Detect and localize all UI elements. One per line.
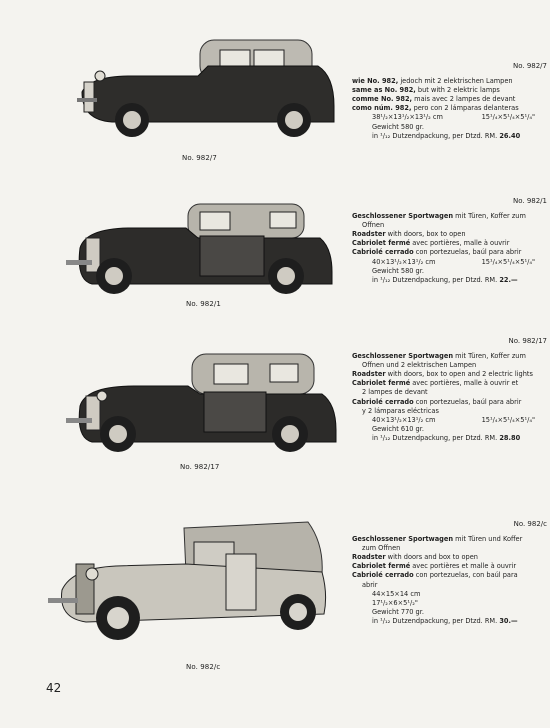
weight: Gewicht 610 gr.: [372, 424, 424, 433]
price: 30.—: [499, 616, 518, 625]
weight: Gewicht 770 gr.: [372, 607, 424, 616]
car-image-982-17: [64, 348, 340, 458]
description-982-17: No. 982/17 Geschlossener Sportwagen mit Türen, Koffer zum Offnen und 2 elektrischen Lampen Roadster with doors, box to open and 2 electric lights Cabriolet fermé avec portières, malle à ouvrir et 2 lampes de devant Cabriolé cerrado con portezuelas, baúl para abrir y 2 lámparas eléctricas 40×13¹/₂×13¹/₂ cm 15¹/₄×5¹/₄×5¹/₄" Gewicht 610 gr. in ¹/₁₂ Dutzendpackung, per Dtzd. RM. 28.80: [352, 337, 547, 442]
car-image-982-7: [72, 36, 344, 144]
caption-982-c: No. 982/c: [186, 663, 221, 671]
price: 26.40: [499, 131, 521, 140]
page-number: 42: [46, 681, 62, 695]
packing: in ¹/₁₂ Dutzendpackung, per Dtzd. RM. 28.80: [372, 433, 521, 442]
measurements-cm: 44×15×14 cm: [372, 589, 421, 598]
car-image-982-c: [46, 514, 330, 646]
packing: in ¹/₁₂ Dutzendpackung, per Dtzd. RM. 26.40: [372, 131, 521, 140]
weight: Gewicht 580 gr.: [372, 266, 424, 275]
measurements: 40×13¹/₂×13¹/₂ cm 15¹/₄×5¹/₄×5¹/₄": [372, 415, 535, 424]
price: 22.—: [499, 275, 518, 284]
caption-982-17: No. 982/17: [180, 463, 220, 471]
item-number: No. 982/7: [512, 62, 547, 70]
car-image-982-1: [62, 194, 340, 300]
description-982-c: No. 982/c Geschlossener Sportwagen mit Türen und Koffer zum Offnen Roadster with doors and box to open Cabriolet fermé avec portières et malle à ouvrir Cabriolé cerrado con portezuelas, con baúl para abrir 44×15×14 cm 17¹/₂×6×5¹/₂" Gewicht 770 gr. in ¹/₁₂ Dutzendpackung, per Dtzd. RM. 30.—: [352, 520, 547, 625]
packing: in ¹/₁₂ Dutzendpackung, per Dtzd. RM. 22.—: [372, 275, 518, 284]
price: 28.80: [499, 433, 521, 442]
item-number: No. 982/c: [513, 520, 547, 528]
measurements: 38¹/₂×13¹/₂×13¹/₂ cm 15¹/₄×5¹/₄×5¹/₄": [372, 113, 535, 122]
description-982-7: No. 982/7 wie No. 982, jedoch mit 2 elektrischen Lampen same as No. 982, but with 2 elektric lamps comme No. 982, mais avec 2 lampes de devant como núm. 982, pero con 2 lámparas delanteras 38¹/₂×13¹/₂×13¹/₂ cm 15¹/₄×5¹/₄×5¹/₄" Gewicht 580 gr. in ¹/₁₂ Dutzendpackung, per Dtzd. RM. 26.40: [352, 62, 547, 140]
caption-982-1: No. 982/1: [186, 300, 221, 308]
caption-982-7: No. 982/7: [182, 154, 217, 162]
packing: in ¹/₁₂ Dutzendpackung, per Dtzd. RM. 30.—: [372, 616, 518, 625]
measurements: 40×13¹/₂×13¹/₂ cm 15¹/₄×5¹/₄×5¹/₄": [372, 257, 535, 266]
weight: Gewicht 580 gr.: [372, 122, 424, 131]
item-number: No. 982/1: [512, 197, 547, 205]
item-number: No. 982/17: [508, 337, 547, 345]
measurements-in: 17¹/₂×6×5¹/₂": [372, 598, 418, 607]
description-982-1: No. 982/1 Geschlossener Sportwagen mit Türen, Koffer zum Offnen Roadster with doors, box to open Cabriolet fermé avec portières, malle à ouvrir Cabriolé cerrado con portezuelas, baúl para abrir 40×13¹/₂×13¹/₂ cm 15¹/₄×5¹/₄×5¹/₄" Gewicht 580 gr. in ¹/₁₂ Dutzendpackung, per Dtzd. RM. 22.—: [352, 197, 547, 284]
